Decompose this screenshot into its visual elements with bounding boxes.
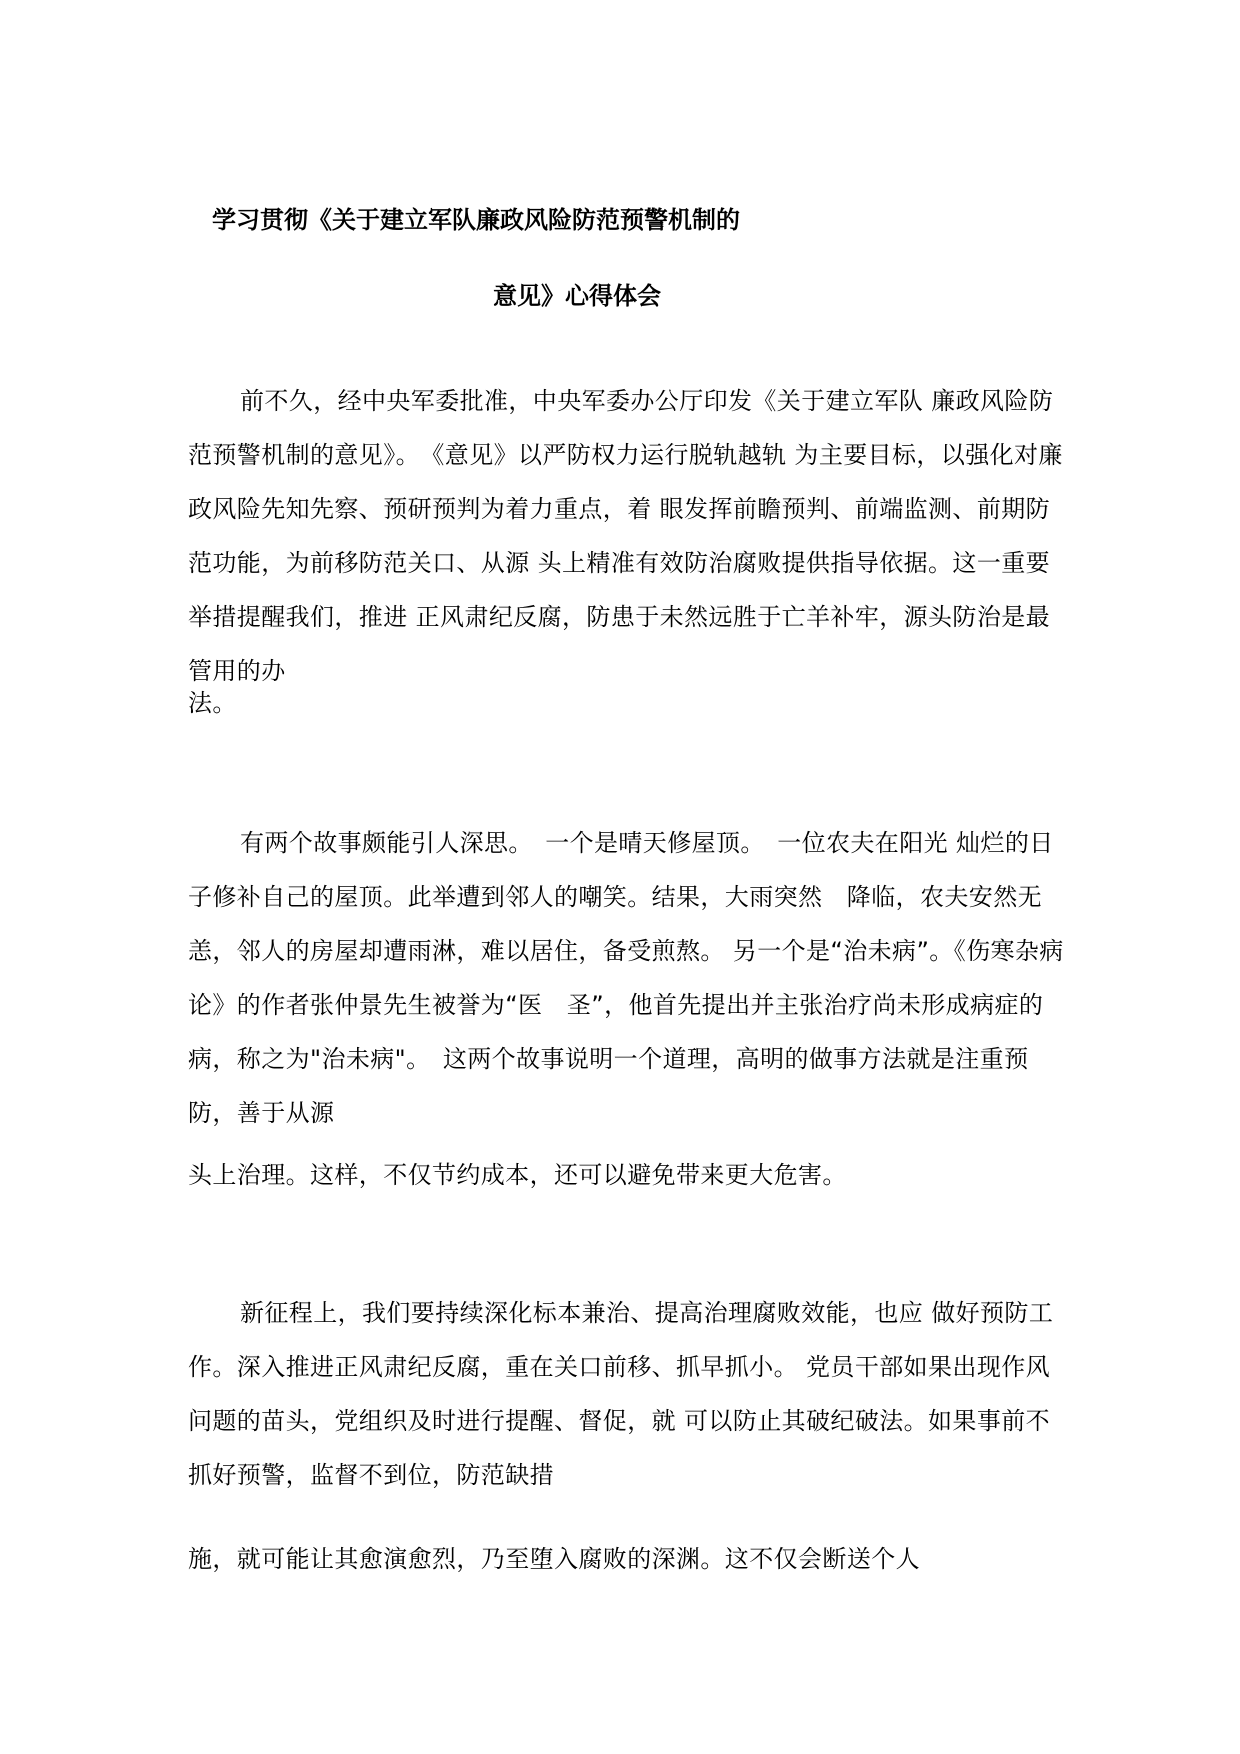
paragraph-2 <box>188 816 1068 1140</box>
paragraph-3-text: 新征程上，我们要持续深化标本兼治、提高治理腐败效能，也应 做好预防工作。深入推进正风肃纪反腐，重在关口前移、抓早抓小。 党员干部如果出现作风问题的苗头，党组织及时进行提醒、督促，就 可以防止其破纪破法。如果事前不抓好预警，监督不到位，防范缺措 <box>188 1299 1054 1489</box>
document-title-line-2: 意见》心得体会 <box>493 282 661 310</box>
paragraph-1-text: 前不久，经中央军委批准，中央军委办公厅印发《关于建立军队 廉政风险防范预警机制的意见》。 《意见》以严防权力运行脱轨越轨 为主要目标，以强化对廉政风险先知先察、预研预判为着力重点，着 眼发挥前瞻预判、前端监测、前期防范功能，为前移防范关口、从源 头上精准有效防治腐败提供指导依据。这一重要举措提醒我们，推进 正风肃纪反腐，防患于未然远胜于亡羊补牢，源头防治是最管用的办 <box>188 387 1063 685</box>
paragraph-3 <box>188 1286 1068 1502</box>
paragraph-1-continuation: 法。 <box>188 689 237 717</box>
paragraph-1 <box>188 374 1068 698</box>
paragraph-3-continuation: 施，就可能让其愈演愈烈，乃至堕入腐败的深渊。这不仅会断送个人 <box>188 1545 920 1573</box>
document-title-line-1: 学习贯彻《关于建立军队廉政风险防范预警机制的 <box>212 206 740 234</box>
paragraph-2-continuation: 头上治理。这样，不仅节约成本，还可以避免带来更大危害。 <box>188 1161 847 1189</box>
paragraph-2-text: 有两个故事颇能引人深思。 一个是晴天修屋顶。 一位农夫在阳光 灿烂的日子修补自己的屋顶。此举遭到邻人的嘲笑。结果，大雨突然 降临，农夫安然无恙，邻人的房屋却遭雨淋，难以居住，备受煎熬。 另一个是“治未病”。《伤寒杂病论》的作者张仲景先生被誉为“医 圣”，他首先提出并主张治疗尚未形成病症的病，称之为"治未病"。 这两个故事说明一个道理，高明的做事方法就是注重预防，善于从源 <box>188 829 1064 1127</box>
